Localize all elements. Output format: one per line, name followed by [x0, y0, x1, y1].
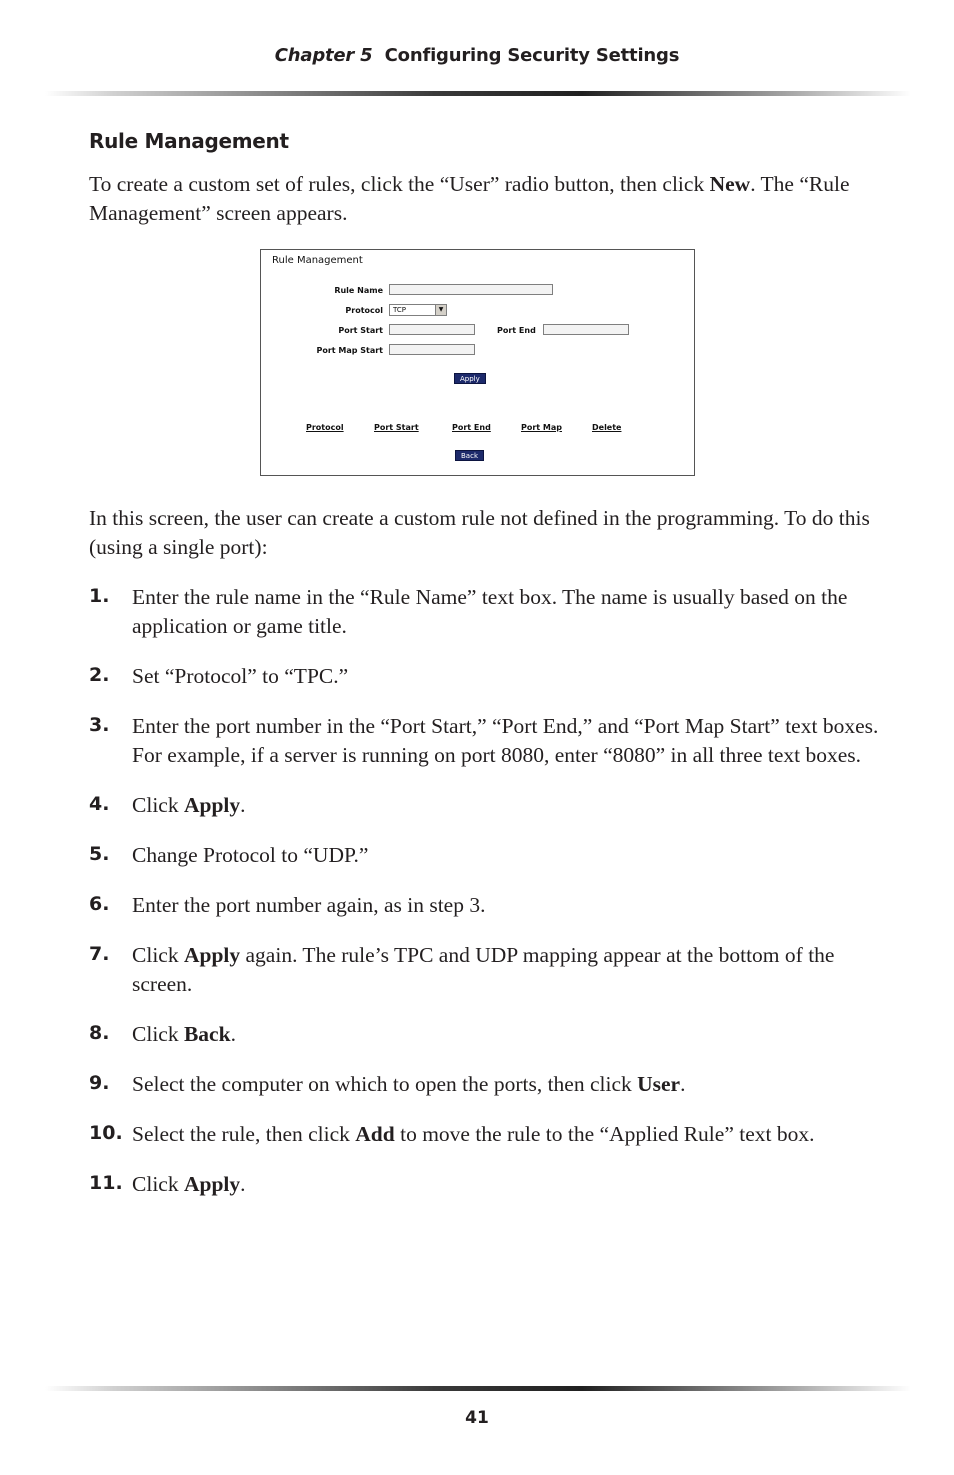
step-text [132, 662, 879, 691]
step-text-part: Select the rule, then click [132, 1122, 356, 1146]
step-bold: Apply [183, 943, 241, 967]
screenshot-title: Rule Management [272, 255, 363, 266]
step-text-end: . [240, 793, 246, 817]
protocol-value: TCP [393, 306, 406, 314]
step-text [132, 841, 879, 870]
step-text-part: Click [132, 943, 184, 967]
protocol-select[interactable] [389, 304, 447, 316]
port-end-label: Port End [497, 326, 536, 335]
step-number: 10. [89, 1122, 123, 1144]
list-item [89, 791, 879, 820]
step-text [132, 791, 879, 820]
step-text [132, 1170, 879, 1199]
intro-paragraph [89, 170, 879, 228]
column-port-start[interactable]: Port Start [374, 423, 419, 432]
list-item [89, 1020, 879, 1049]
step-text [132, 1120, 879, 1149]
page-number: 41 [465, 1408, 489, 1428]
list-item [89, 841, 879, 870]
rule-name-label: Rule Name [334, 286, 383, 295]
column-protocol[interactable]: Protocol [306, 423, 344, 432]
back-button[interactable]: Back [455, 450, 484, 461]
column-delete[interactable]: Delete [592, 423, 622, 432]
column-port-end[interactable]: Port End [452, 423, 491, 432]
port-map-start-label: Port Map Start [316, 346, 383, 355]
list-item [89, 1070, 879, 1099]
list-item [89, 712, 879, 770]
rule-management-screenshot [260, 249, 695, 476]
protocol-label: Protocol [345, 306, 383, 315]
section-title: Rule Management [89, 129, 289, 153]
step-number: 2. [89, 664, 110, 686]
step-text-part: Click [132, 1022, 184, 1046]
running-header [0, 45, 954, 66]
step-text-part: Select the computer on which to open the ports, then click [132, 1072, 638, 1096]
step-number: 8. [89, 1022, 110, 1044]
step-text-end: to move the rule to the “Applied Rule” text box. [394, 1122, 815, 1146]
step-text-part: Set “Protocol” to “TPC.” [132, 664, 349, 688]
step-text [132, 1070, 879, 1099]
list-item [89, 891, 879, 920]
intro-text-end: . The “Rule Management” screen appears. [89, 172, 850, 225]
step-text-part: Click [132, 793, 184, 817]
list-item [89, 1120, 879, 1149]
step-bold: Apply [183, 793, 241, 817]
step-number: 11. [89, 1172, 123, 1194]
apply-button[interactable]: Apply [454, 373, 486, 384]
step-bold: Back [183, 1022, 231, 1046]
intro-bold: New [709, 172, 751, 196]
list-item [89, 1170, 879, 1199]
step-number: 9. [89, 1072, 110, 1094]
chapter-label: Chapter 5 [274, 45, 373, 66]
step-number: 5. [89, 843, 110, 865]
column-port-map[interactable]: Port Map [521, 423, 562, 432]
step-text [132, 712, 879, 770]
step-text-end: again. The rule’s TPC and UDP mapping appear at the bottom of the screen. [132, 943, 835, 996]
step-text-end: . [230, 1022, 236, 1046]
step-bold: User [637, 1072, 681, 1096]
step-text [132, 583, 879, 641]
port-map-start-input[interactable] [389, 344, 475, 355]
list-item [89, 662, 879, 691]
step-number: 6. [89, 893, 110, 915]
port-start-input[interactable] [389, 324, 475, 335]
step-bold: Apply [183, 1172, 241, 1196]
body-paragraph: In this screen, the user can create a custom rule not defined in the programming. To do this (using a single port): [89, 506, 870, 559]
step-text-end: . [240, 1172, 246, 1196]
list-item [89, 941, 879, 999]
step-number: 4. [89, 793, 110, 815]
header-divider [45, 91, 911, 96]
step-number: 3. [89, 714, 110, 736]
step-text [132, 1020, 879, 1049]
port-end-input[interactable] [543, 324, 629, 335]
port-start-label: Port Start [338, 326, 383, 335]
step-text-part: Change Protocol to “UDP.” [132, 843, 369, 867]
footer-divider [45, 1386, 911, 1391]
step-number: 7. [89, 943, 110, 965]
step-text [132, 941, 879, 999]
list-item [89, 583, 879, 641]
step-list [89, 583, 879, 1220]
intro-text: To create a custom set of rules, click the “User” radio button, then click [89, 172, 710, 196]
step-bold: Add [355, 1122, 395, 1146]
step-text-end: . [680, 1072, 686, 1096]
chevron-down-icon: ▼ [435, 305, 446, 315]
step-number: 1. [89, 585, 110, 607]
step-text-part: Enter the rule name in the “Rule Name” text box. The name is usually based on the application or game title. [132, 585, 848, 638]
rule-name-input[interactable] [389, 284, 553, 295]
chapter-title: Configuring Security Settings [384, 45, 680, 66]
step-text [132, 891, 879, 920]
step-text-part: Click [132, 1172, 184, 1196]
step-text-part: Enter the port number in the “Port Start,” “Port End,” and “Port Map Start” text boxes. For example, if a server is running on port 8080, enter “8080” in all three text boxes. [132, 714, 879, 767]
step-text-part: Enter the port number again, as in step 3. [132, 893, 486, 917]
